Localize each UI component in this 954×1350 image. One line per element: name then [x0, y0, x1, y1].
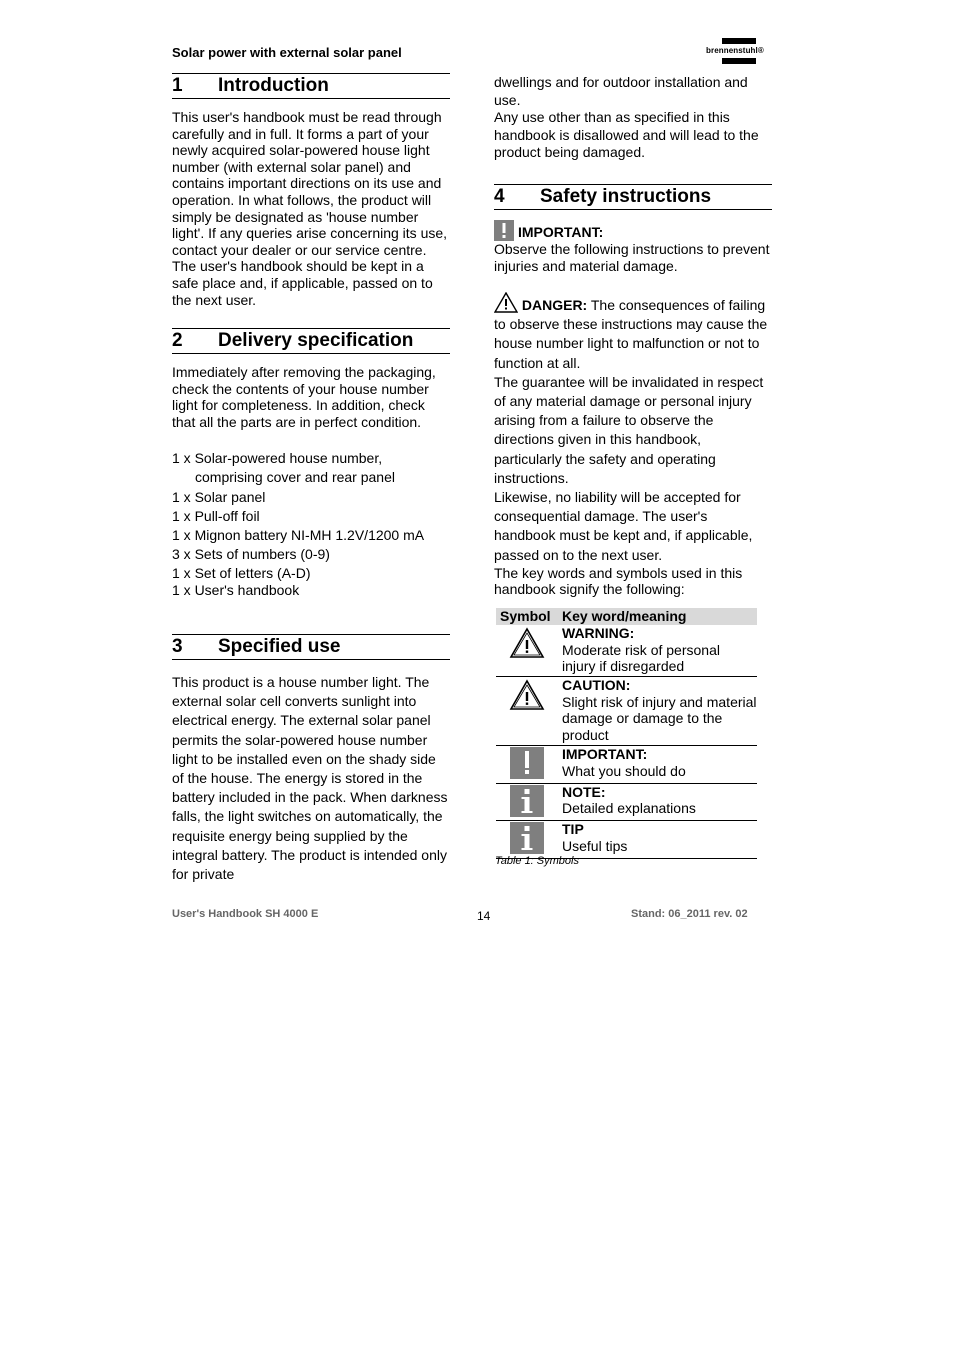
table-row [496, 625, 757, 677]
section-title: Introduction [218, 75, 329, 96]
keyword: IMPORTANT: [562, 746, 648, 762]
paragraph: This product is a house number light. The external solar cell converts sunlight into electrical energy. The external solar panel permits the solar-powered house number light to be installed even on the shady side of the house. The energy is stored in the battery included in the pack. When darkness falls, the light switches on automatically, the requisite energy being supplied by the integral battery. The product is intended only for private [172, 674, 448, 883]
list-item: 1 x Solar panel [172, 488, 266, 505]
paragraph: Observe the following instructions to prevent injuries and material damage. [494, 241, 770, 274]
warning-triangle-icon [494, 292, 518, 313]
danger-text: The consequences of failing to observe these instructions may cause the house number light to malfunction or not to function at all. [494, 297, 768, 371]
brand-logo [706, 38, 770, 68]
important-notice [494, 220, 772, 274]
section-heading-delivery [172, 328, 450, 354]
footer-document-title: User's Handbook SH 4000 E [172, 908, 319, 920]
logo-bar-bottom [722, 58, 756, 64]
specified-use-text [172, 673, 450, 884]
exclamation-icon [510, 747, 544, 779]
paragraph: The key words and symbols used in this handbook signify the following: [494, 564, 743, 598]
list-item: 1 x User's handbook [172, 581, 300, 598]
section-number: 2 [172, 330, 183, 351]
table-row [496, 746, 757, 784]
info-icon [510, 785, 544, 817]
list-item: comprising cover and rear panel [195, 469, 395, 486]
table-row [496, 783, 757, 821]
paragraph: The guarantee will be invalidated in respect of any material damage or personal injury arising from a failure to observe the directions given in this handbook, particularly the safety and operating instructions. [494, 373, 764, 486]
table-header-row [496, 608, 757, 625]
table-row [496, 677, 757, 746]
paragraph: This user's handbook must be read through carefully and in full. It forms a part of your newly acquired solar-powered house light number (with external solar panel) and contains important directions on its use and operation. In what follows, the product will simply be designated as 'house number light'. If any queries arise concerning its use, contact your dealer or our service centre. The user's handbook should be kept in a safe place and, if applicable, passed on to the next user. [172, 109, 448, 308]
section-number: 3 [172, 636, 183, 657]
section-title: Delivery specification [218, 330, 414, 351]
paragraph: Immediately after removing the packaging, check the contents of your house number light for completeness. In addition, check that all the parts are in perfect condition. [172, 364, 436, 430]
footer-revision: Stand: 06_2011 rev. 02 [631, 908, 748, 920]
paragraph [494, 292, 772, 373]
warning-triangle-icon [509, 679, 545, 711]
list-item: 1 x Solar-powered house number, [172, 450, 383, 466]
section-heading-safety [494, 184, 772, 210]
table-row [496, 821, 757, 859]
keyword: WARNING: [562, 625, 635, 641]
meaning: Slight risk of injury and material damage or damage to the product [562, 693, 757, 743]
introduction-text [172, 109, 450, 308]
running-title: Solar power with external solar panel [172, 45, 402, 60]
keyword: CAUTION: [562, 677, 631, 693]
symbols-table [496, 608, 757, 859]
exclamation-icon [494, 220, 514, 241]
section-number: 1 [172, 75, 183, 96]
logo-bar-top [722, 38, 756, 44]
section-title: Specified use [218, 636, 341, 657]
danger-label: DANGER: [521, 297, 588, 313]
column-header: Symbol [496, 608, 558, 625]
table-caption: Table 1: Symbols [495, 855, 579, 867]
paragraph: dwellings and for outdoor installation and use. [494, 74, 748, 108]
section-title: Safety instructions [540, 186, 712, 207]
list-item: 1 x Set of letters (A-D) [172, 564, 311, 581]
meaning: Moderate risk of personal injury if disregarded [562, 641, 720, 675]
danger-notice [494, 292, 772, 598]
page-number: 14 [477, 909, 491, 923]
paragraph: Any use other than as specified in this handbook is disallowed and will lead to the product being damaged. [494, 109, 759, 160]
important-label: IMPORTANT: [518, 224, 604, 241]
meaning: Detailed explanations [562, 800, 696, 817]
delivery-text [172, 364, 450, 430]
meaning: Useful tips [562, 837, 628, 854]
keyword: NOTE: [562, 783, 606, 800]
warning-triangle-icon [509, 627, 545, 659]
column-header: Key word/meaning [558, 608, 757, 625]
specified-use-continued [494, 74, 772, 162]
section-heading-introduction [172, 73, 450, 99]
paragraph: Likewise, no liability will be accepted for consequential damage. The user's handbook must be kept and, if applicable, passed on to the next user. [494, 489, 753, 563]
section-number: 4 [494, 186, 505, 207]
meaning: What you should do [562, 762, 686, 779]
logo-text: brennenstuhl® [706, 46, 764, 55]
delivery-list [172, 449, 450, 599]
info-icon [510, 822, 544, 854]
section-heading-specified-use [172, 634, 450, 660]
keyword: TIP [562, 821, 584, 838]
list-item: 1 x Pull-off foil [172, 507, 260, 524]
list-item: 1 x Mignon battery NI-MH 1.2V/1200 mA [172, 527, 425, 544]
list-item: 3 x Sets of numbers (0-9) [172, 546, 330, 563]
